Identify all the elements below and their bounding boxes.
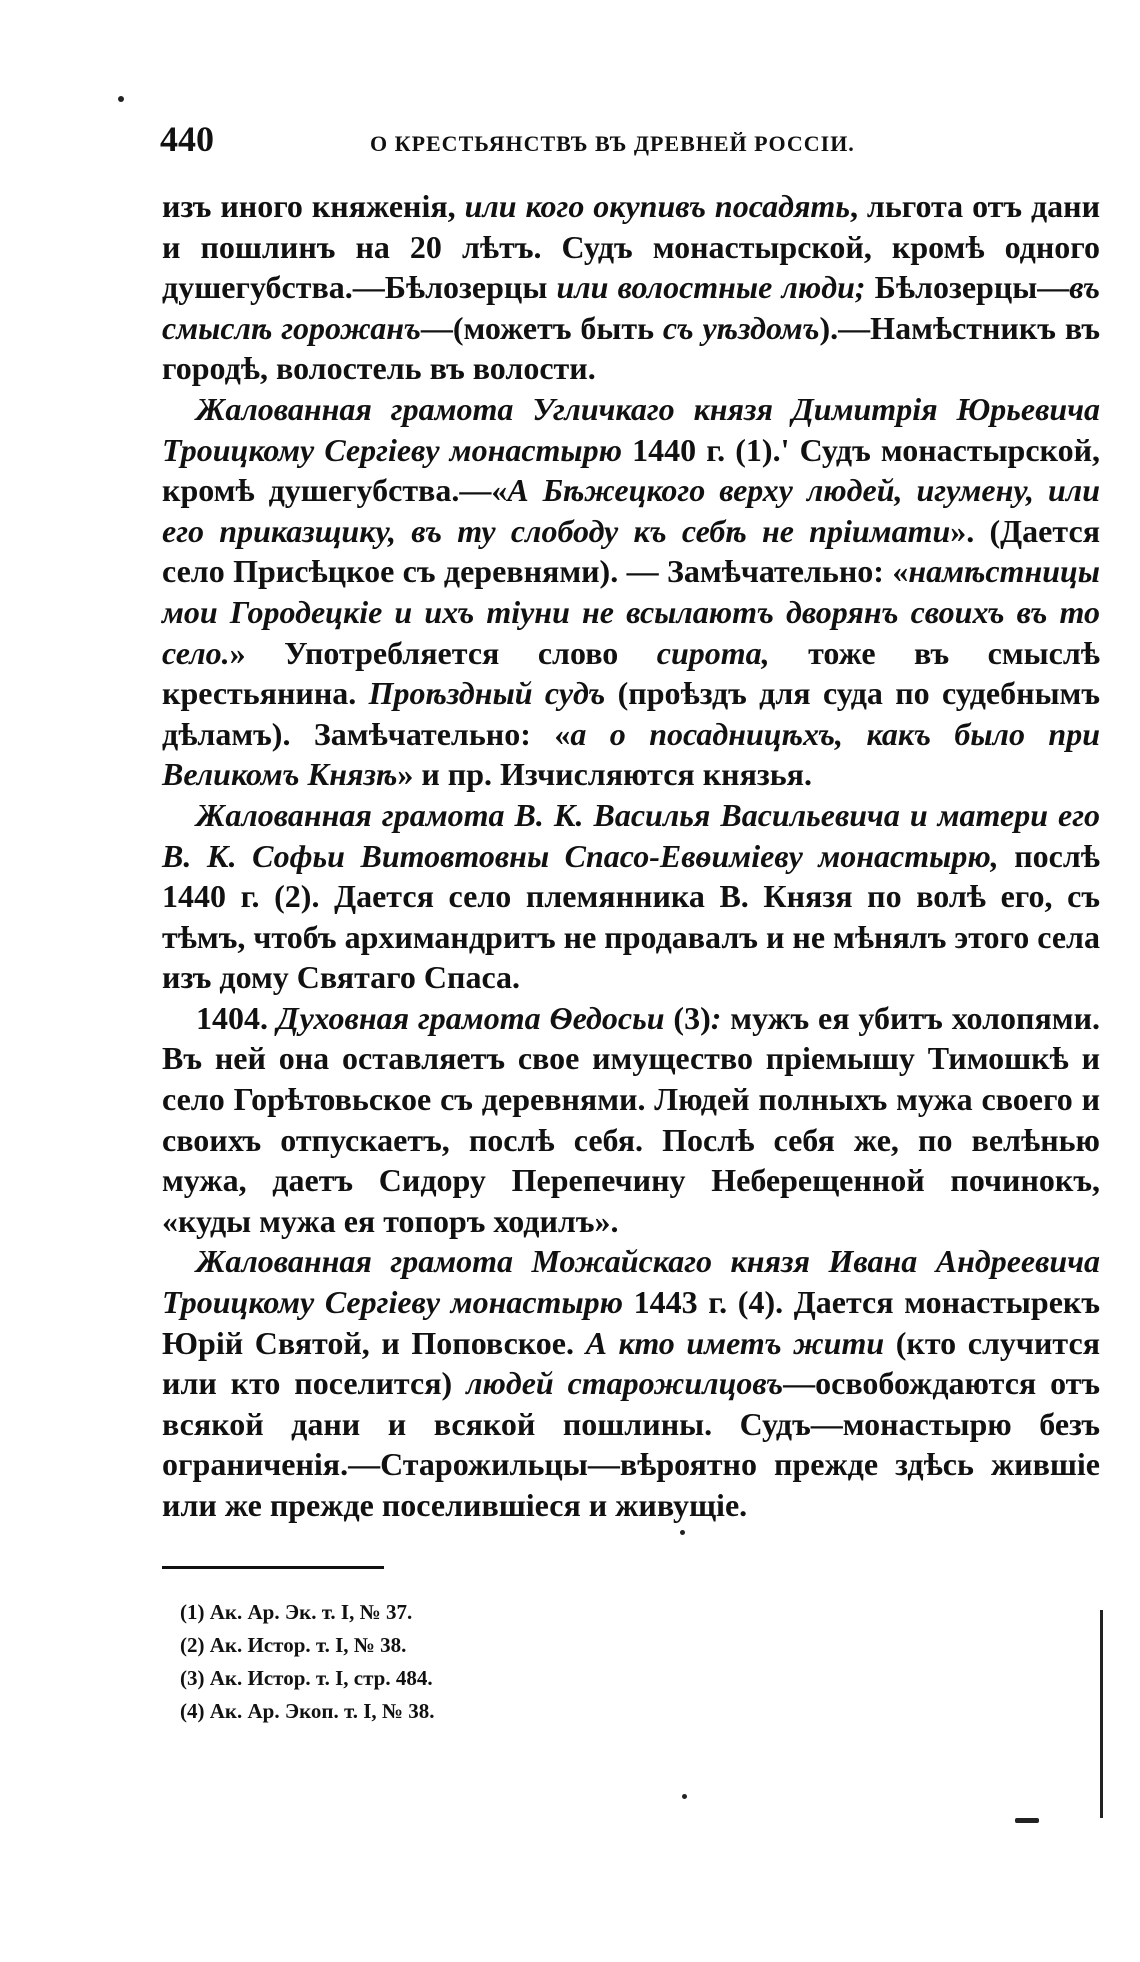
italic-run: или кого окупивъ посадять — [464, 188, 850, 224]
text-run: 1404. — [196, 999, 277, 1036]
italic-run: А Бѣжецкого верху людей, игумену, или его приказщику, въ ту слободу къ себѣ не пріимати — [162, 472, 1101, 549]
text-run: изъ иного княженія, — [162, 188, 465, 224]
text-run: мужъ ея убитъ холопями. Въ ней она оставляетъ свое имущество пріемышу Тимошкѣ и село Горѣтовьское съ деревнями. Людей полныхъ мужа своего и своихъ отпускаетъ, послѣ себя. Послѣ себя же, по велѣнью мужа, даетъ Сидору Перепечину Неберещенной починокъ, «куды мужа ея топоръ ходилъ». — [162, 999, 1101, 1239]
italic-run: въ смыслѣ горожанъ — [162, 269, 1101, 346]
italic-run: людей старожилцовъ — [466, 1365, 784, 1402]
paragraph-3 — [162, 795, 1100, 998]
italic-run: сирота, — [656, 634, 770, 671]
italic-run: А кто иметъ жити — [585, 1324, 885, 1361]
footnote-4: (4) Ак. Ар. Экоп. т. I, № 38. — [180, 1699, 435, 1723]
footnote-3: (3) Ак. Истор. т. I, стр. 484. — [180, 1666, 433, 1690]
footnote-1: (1) Ак. Ар. Эк. т. I, № 37. — [180, 1600, 413, 1624]
italic-run: а о посадницѣхъ, какъ было при Великомъ Князѣ — [162, 715, 1101, 793]
footnote-2: (2) Ак. Истор. т. I, № 38. — [180, 1633, 407, 1657]
body-text — [162, 186, 1100, 1526]
text-run: ». (Дается село Присѣцкое съ деревнями). — Замѣчательно: « — [162, 512, 1100, 590]
footnotes — [180, 1596, 680, 1728]
paragraph-1 — [162, 186, 1100, 389]
text-run: послѣ 1440 г. (2). Дается село племянника В. Князя по волѣ его, съ тѣмъ, чтобъ архимандритъ не продавалъ и не мѣнялъ этого села изъ дому Святаго Спаса. — [162, 837, 1101, 996]
text-run: ).—Намѣстникъ въ городѣ, волостель въ волости. — [162, 309, 1100, 387]
italic-run: Жалованная грамота Угличкаго князя Димитрія Юрьевича Троицкому Сергіеву монастырю — [162, 390, 1100, 468]
italic-run: Жалованная грамота В. К. Василья Васильевича и матери его В. К. Софьи Витовтовны Спасо-Евѳиміеву монастырю, — [162, 796, 1100, 874]
paragraph-4 — [162, 998, 1100, 1242]
scan-edge-line — [1100, 1610, 1103, 1818]
scan-speck — [680, 1530, 685, 1535]
text-run: тоже въ смыслѣ крестьянина. — [162, 634, 1101, 712]
scan-speck — [1015, 1818, 1039, 1823]
text-run: —(можетъ быть — [420, 309, 663, 346]
text-run: 1443 г. (4). Дается монастырекъ Юрій Святой, и Поповское. — [162, 1284, 1101, 1361]
italic-run: Жалованная грамота Можайскаго князя Ивана Андреевича Троицкому Сергіеву монастырю — [162, 1243, 1100, 1321]
scan-speck — [682, 1794, 687, 1799]
italic-run: съ уѣздомъ — [662, 309, 820, 346]
paragraph-2 — [162, 389, 1100, 795]
page-number: 440 — [160, 119, 214, 159]
text-run: (проѣздъ для суда по судебнымъ дѣламъ). Замѣчательно: « — [162, 675, 1101, 752]
italic-run: Духовная грамота Ѳедосьи — [276, 999, 665, 1036]
italic-run: или волостные люди; — [556, 269, 866, 306]
paragraph-5 — [162, 1241, 1100, 1525]
italic-run: намѣстницы мои Городецкіе и ихъ тіуни не всылаютъ дворянъ своихъ въ то село. — [162, 553, 1100, 671]
text-run: , льгота отъ дани и пошлинъ на 20 лѣтъ. Судъ монастырской, кромѣ одного душегубства.—Бѣлозерцы — [162, 188, 1101, 306]
text-run: (кто случится или кто поселится) — [162, 1324, 1101, 1402]
page-header — [160, 118, 900, 158]
running-title: О КРЕСТЬЯНСТВЪ ВЪ ДРЕВНЕЙ РОССІИ. — [370, 131, 855, 156]
text-run: —освобождаются отъ всякой дани и всякой пошлины. Судъ—монастырю безъ ограниченія.—Старожильцы—вѣроятно прежде здѣсь жившіе или же прежде поселившіеся и живущіе. — [162, 1365, 1101, 1523]
italic-run: Проѣздный судъ — [368, 675, 606, 712]
italic-run: : — [710, 999, 722, 1036]
text-run: » и пр. Изчисляются князья. — [397, 756, 812, 793]
text-run: Бѣлозерцы— — [865, 269, 1070, 306]
text-run: 1440 г. (1).' Судъ монастырской, кромѣ душегубства.—« — [162, 431, 1101, 509]
footnote-separator — [162, 1566, 384, 1569]
text-run: » Употребляется слово — [229, 634, 657, 671]
scan-speck — [118, 96, 124, 102]
text-run: (3) — [664, 999, 711, 1036]
